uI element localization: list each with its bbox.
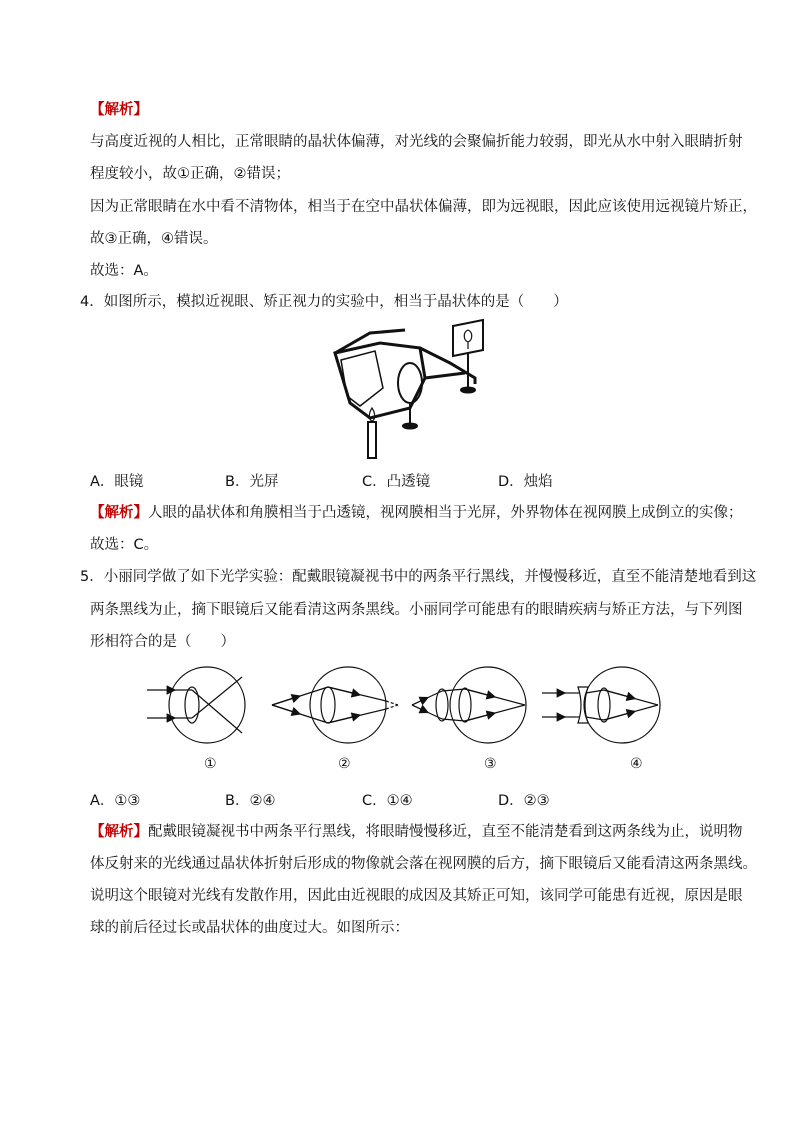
q4-option-b: B．光屏 [225, 474, 279, 490]
candle-flame [369, 408, 374, 421]
glasses-front [335, 343, 425, 418]
q5-analysis-label: 【解析】 [90, 824, 148, 840]
q4-analysis [90, 503, 743, 523]
q4-stem: 4．如图所示，模拟近视眼、矫正视力的实验中，相当于晶状体的是（ ） [80, 294, 568, 310]
q5-option-b: B．②④ [225, 793, 276, 809]
q3-analysis-line-1: 与高度近视的人相比，正常眼睛的晶状体偏薄，对光线的会聚偏折能力较弱，即光从水中射入眼睛折射 [90, 134, 743, 150]
q5-stem-line-1: 5．小丽同学做了如下光学实验：配戴眼镜凝视书中的两条平行黑线，并慢慢移近，直至不能清楚地看到这 [80, 569, 757, 585]
q4-option-a: A．眼镜 [90, 474, 144, 490]
q5-stem-line-3: 形相符合的是（ ） [90, 634, 235, 650]
q5-option-c: C．①④ [362, 793, 413, 809]
q5-analysis-line-4: 球的前后径过长或晶状体的曲度过大。如图所示： [90, 920, 409, 936]
q5-figure-1-label: ① [204, 756, 217, 772]
q3-analysis-label: 【解析】 [90, 102, 148, 118]
q5-figure-3-label: ③ [484, 756, 497, 772]
q5-figure-3 [410, 665, 530, 755]
light-screen [453, 320, 483, 356]
q5-analysis [90, 822, 743, 842]
q3-analysis-line-2: 程度较小，故①正确，②错误； [90, 166, 290, 182]
q5-analysis-first: 配戴眼镜凝视书中两条平行黑线，将眼睛慢慢移近，直至不能清楚看到这两条线为止，说明物 [148, 824, 743, 840]
q5-analysis-line-2: 体反射来的光线通过晶状体折射后形成的物像就会落在视网膜的后方，摘下眼镜后又能看清这两条黑线。 [90, 856, 757, 872]
q5-analysis-line-3: 说明这个眼镜对光线有发散作用，因此由近视眼的成因及其矫正可知，该同学可能患有近视，原因是眼 [90, 888, 743, 904]
q5-figure-4 [540, 665, 665, 755]
q4-experiment-illustration [325, 318, 495, 468]
q5-option-d: D．②③ [498, 793, 550, 809]
q5-figure-2 [270, 665, 405, 755]
q4-answer: 故选：C。 [90, 537, 159, 553]
q5-option-a: A．①③ [90, 793, 141, 809]
q3-analysis-line-4: 故③正确，④错误。 [90, 231, 218, 247]
q3-analysis-line-3: 因为正常眼睛在水中看不清物体，相当于在空中晶状体偏薄，即为远视眼，因此应该使用远视镜片矫正， [90, 199, 757, 215]
q5-figure-2-label: ② [338, 756, 351, 772]
candle [368, 422, 376, 458]
q5-figure-4-label: ④ [630, 756, 643, 772]
q4-option-d: D．烛焰 [498, 474, 553, 490]
q5-figure-1 [145, 665, 255, 755]
q4-analysis-text: 人眼的晶状体和角膜相当于凸透镜，视网膜相当于光屏，外界物体在视网膜上成倒立的实像； [148, 505, 743, 521]
q3-answer: 故选：A。 [90, 263, 158, 279]
convex-lens [398, 363, 422, 403]
q4-option-c: C．凸透镜 [362, 474, 431, 490]
q5-stem-line-2: 两条黑线为止，摘下眼镜后又能看清这两条黑线。小丽同学可能患有的眼睛疾病与矫正方法，与下列图 [90, 602, 743, 618]
q4-analysis-label: 【解析】 [90, 505, 148, 521]
